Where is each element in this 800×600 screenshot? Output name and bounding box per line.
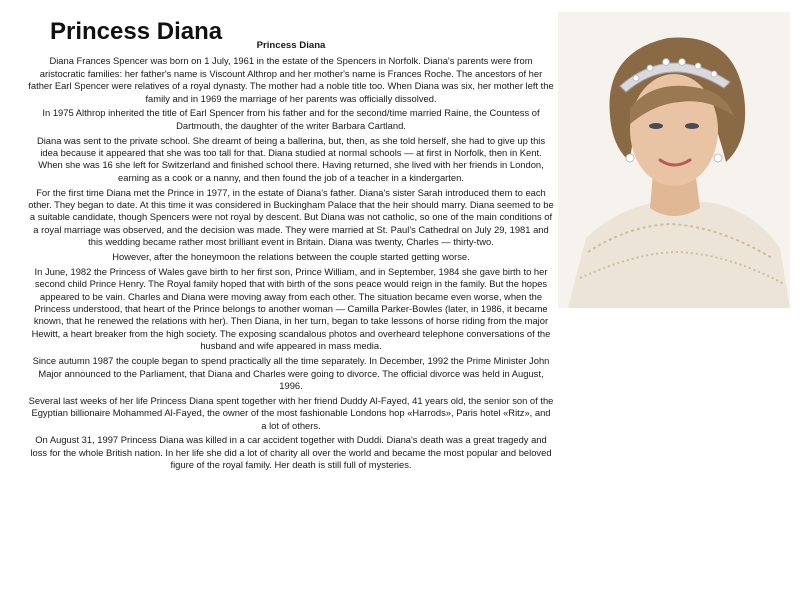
left-eye (649, 123, 663, 129)
right-eye (685, 123, 699, 129)
paragraph-divorce: Since autumn 1987 the couple began to spend practically all the time separately. In December, 1992 the Prime Minister John Major announced to the Parliament, that Diana and Charles were going to divorce. The official divorce was held in August, 1996. (32, 355, 550, 391)
paragraph-death: On August 31, 1997 Princess Diana was killed in a car accident together with Duddi. Diana's death was a great tragedy and loss for the whole British nation. In her life she did a lot of charity all over the world and became the most popular and beloved figure of the royal family. Her death is still full of mysteries. (30, 434, 552, 471)
body-text (28, 40, 554, 474)
paragraph-stepmother: In 1975 Althrop inherited the title of Earl Spencer from his father and for the second/time married Raine, the Countess of Dartmouth, the daughter of the writer Barbara Cartland. (42, 107, 540, 131)
paragraph-birth: Diana Frances Spencer was born on 1 July, 1961 in the estate of the Spencers in Norfolk. Diana's parents were from aristocratic families: her father's name is Viscount Althrop and her mother's name is Frances Roche. The ancestors of her father Earl Spencer were relatives of a royal dynasty. The mother had a noble title too. When Diana was six, her mother left the family and in 1969 the marriage of her parents was officially dissolved. (28, 55, 554, 104)
left-earring (626, 154, 634, 162)
body-subtitle: Princess Diana (256, 40, 326, 51)
portrait-photo (558, 12, 790, 308)
paragraph-children: In June, 1982 the Princess of Wales gave birth to her first son, Prince William, and in September, 1984 she gave birth to her second child Prince Henry. The Royal family hoped that with birth of the sons peace would reign in the family. But the hopes appeared to be vain. Charles and Diana were moving away from each other. The situation became even worse, when the Princess understood, that heart of the Prince belongs to another woman — Camilla Parker-Bowles (later, in 1986, it became known, that he renewed the relations with her). Then Diana, in her turn, began to take lessons of horse riding from the major Hewitt, a heart breaker from the high society. The exposing scandalous photos and overheard telephone conversations of the husband and wife appeared in mass media. (31, 265, 551, 352)
slide-title: Princess Diana (50, 18, 223, 45)
paragraph-education: Diana was sent to the private school. She dreamt of being a ballerina, but, then, as she told herself, she had to give up this idea because it appeared that she was too tall for that. Diana studied at normal schools — at first in Norfolk, then in Kent. When she was 16 she left for Switzerland and finished school there. Having returned, she lived with her friends in London, earning as a cook or a nanny, and then found the job of a teacher in a kindergarten. (36, 134, 546, 183)
right-earring (714, 154, 722, 162)
paragraph-meeting-prince: For the first time Diana met the Prince in 1977, in the estate of Diana's father. Diana's sister Sarah introduced them to each other. They began to date. At this time it was considered in Buckingham Palace that the heir should marry. Diana seemed to be a suitable candidate, though Spencers were not royal by descent. But Diana was not catholic, so one of the main conditions of a royal marriage was observed, and the decision was made. They were married at St. Paul's Cathedral on July 29, 1981 and this wedding became rather most brilliant event in Britain. Diana was twenty, Charles — thirty-two. (28, 186, 554, 248)
paragraph-honeymoon: However, after the honeymoon the relations between the couple started getting worse. (112, 251, 470, 263)
paragraph-al-fayed: Several last weeks of her life Princess Diana spent together with her friend Duddy Al-Fayed, 41 years old, the senior son of the Egyptian billionaire Mohammed Al-Fayed, the owner of the most fashionable Londons hop «Harrods», Paris hotel «Ritz», and a lot of others. (28, 394, 554, 431)
